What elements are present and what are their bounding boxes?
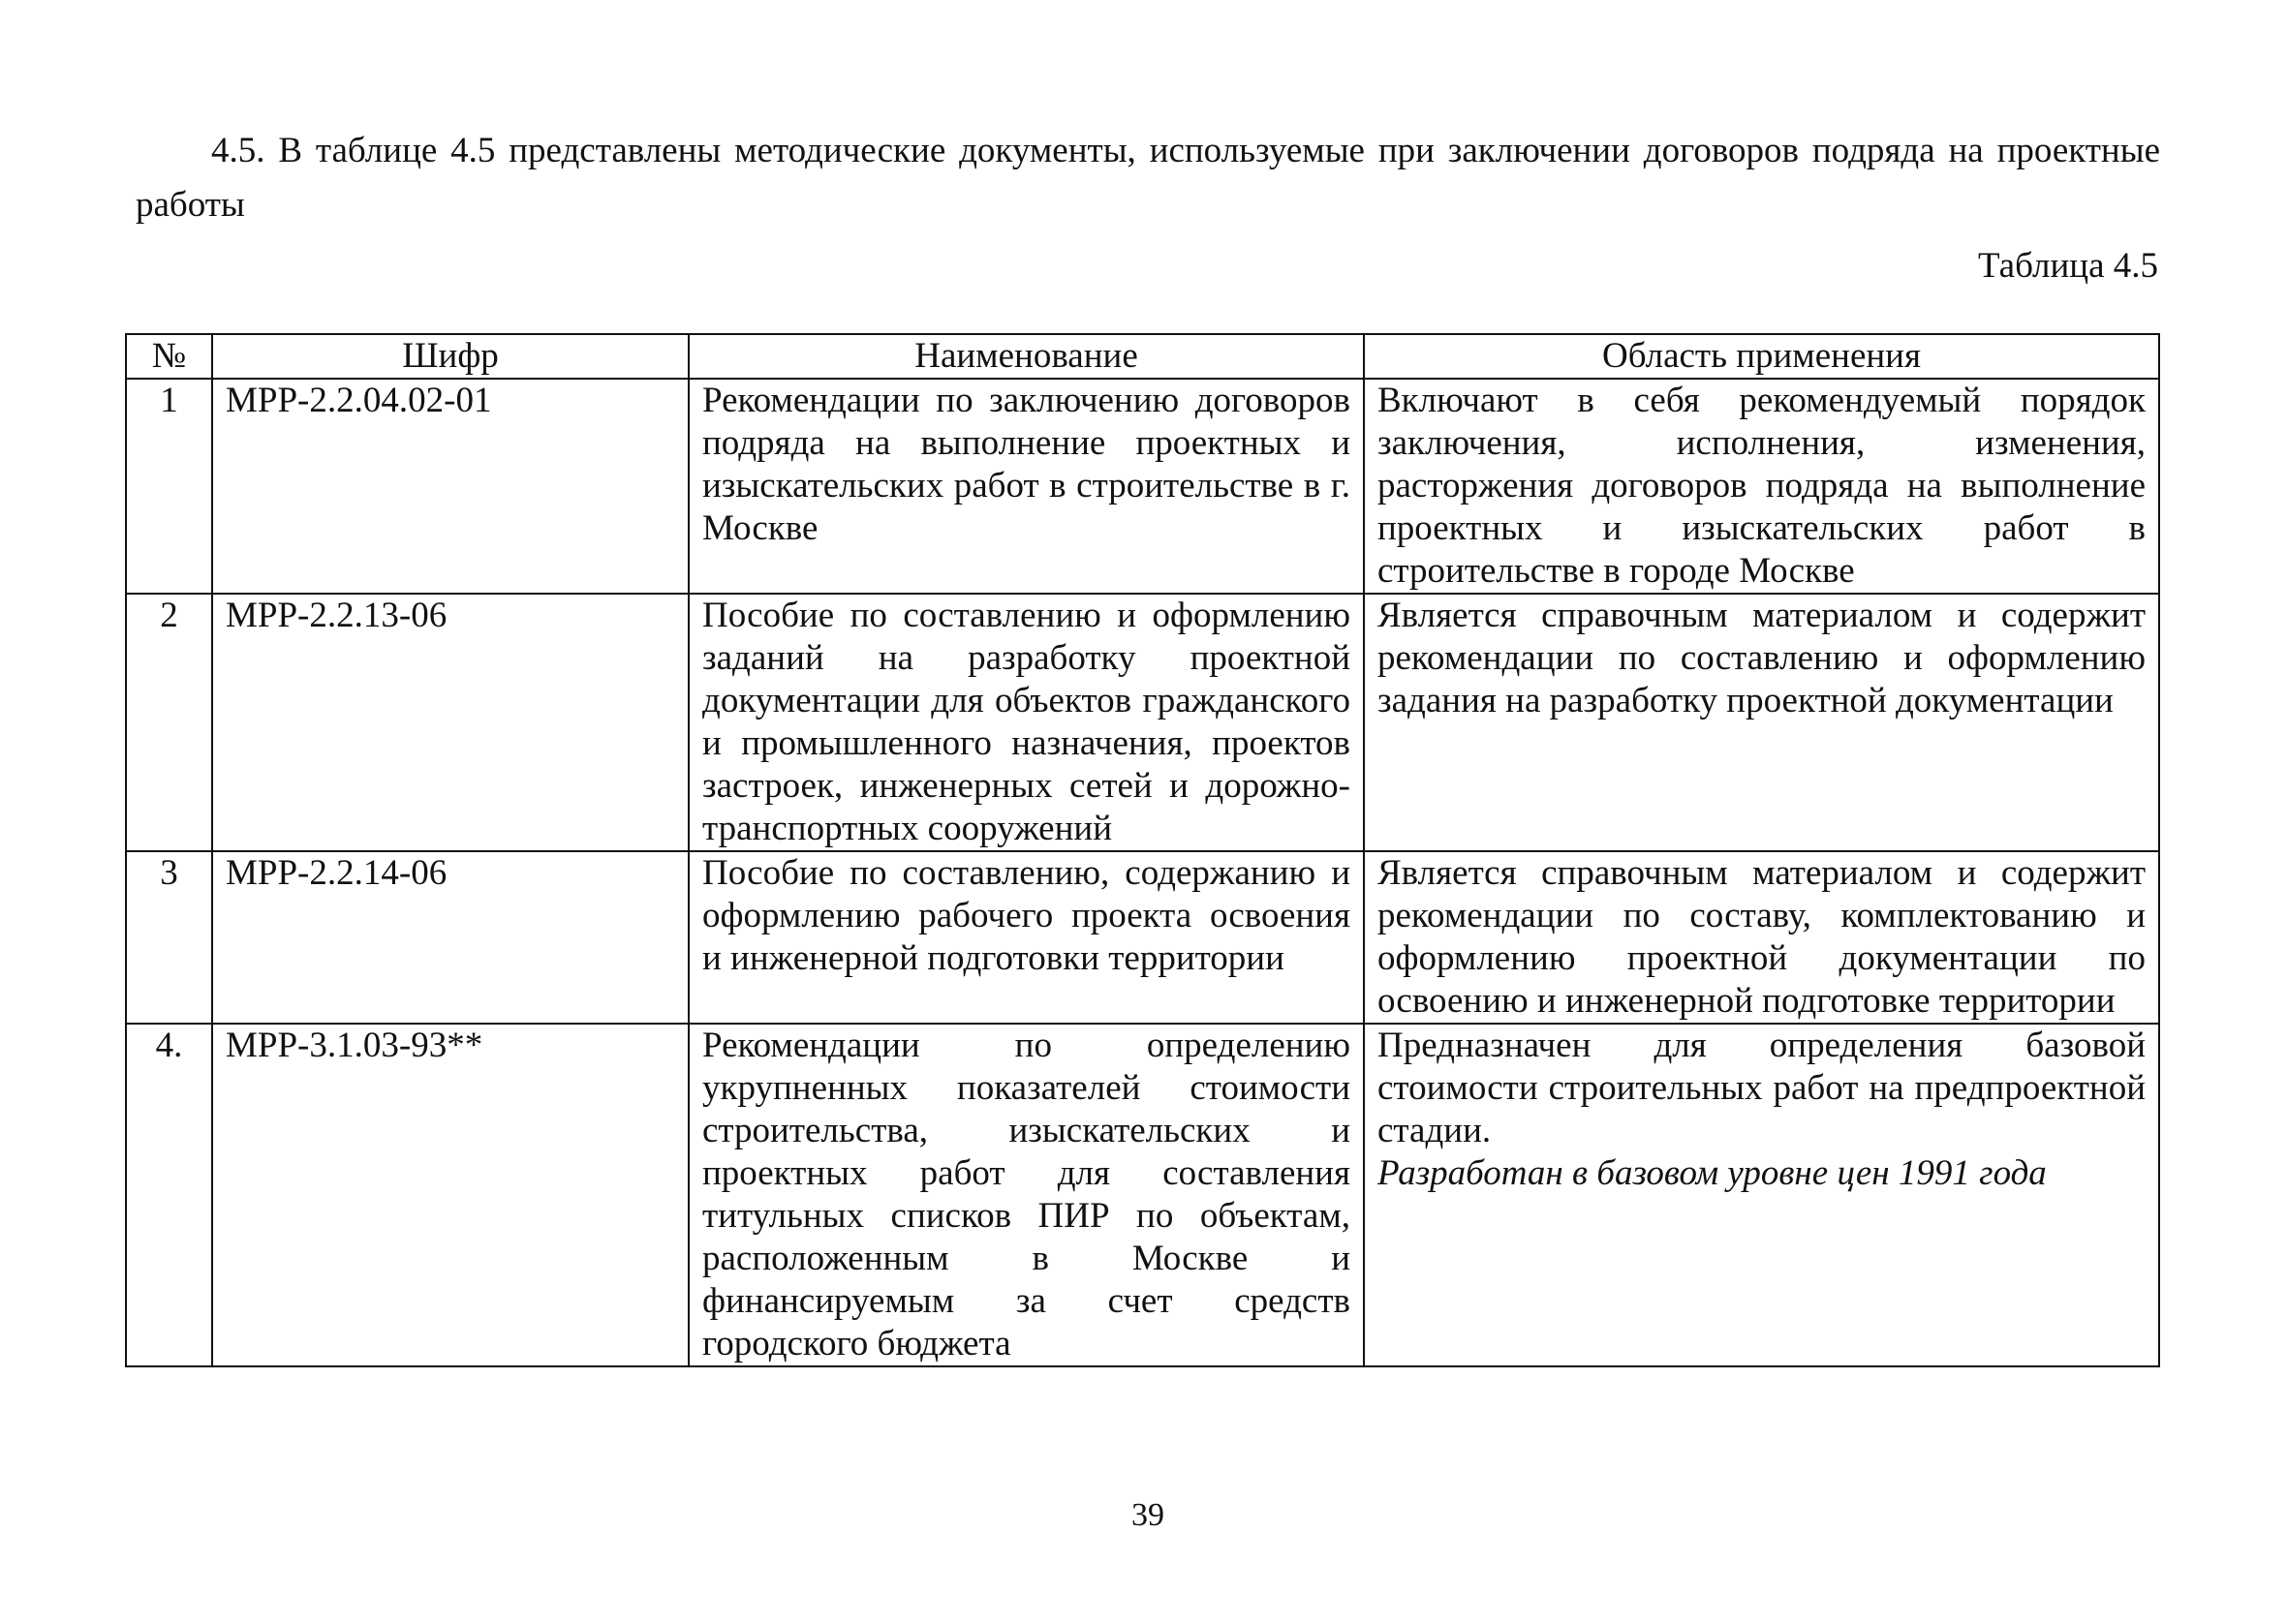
row-number: 4. [126, 1024, 212, 1366]
row-scope: Предназначен для определения базовой стоимости строительных работ на предпроектной стадии. [1377, 1026, 2146, 1150]
table-header-row [126, 334, 2159, 379]
row-number: 1 [126, 379, 212, 594]
row-scope: Является справочным материалом и содержит рекомендации по составлению и оформлению задания на разработку проектной документации [1364, 594, 2159, 851]
row-name: Пособие по составлению и оформлению заданий на разработку проектной документации для объектов гражданского и промышленного назначения, проектов застроек, инженерных сетей и дорожно-транспортных сооружений [689, 594, 1364, 851]
header-code: Шифр [212, 334, 689, 379]
row-scope: Является справочным материалом и содержит рекомендации по составу, комплектованию и оформлению проектной документации по освоению и инженерной подготовке территории [1364, 851, 2159, 1024]
table-row [126, 1024, 2159, 1366]
table-row [126, 851, 2159, 1024]
row-code: МРР-2.2.13-06 [212, 594, 689, 851]
row-scope-cell [1364, 1024, 2159, 1366]
intro-paragraph: 4.5. В таблице 4.5 представлены методические документы, используемые при заключении договоров подряда на проектные работы [136, 131, 2160, 225]
row-name: Рекомендации по заключению договоров подряда на выполнение проектных и изыскательских работ в строительстве в г. Москве [689, 379, 1364, 594]
documents-table [125, 333, 2160, 1367]
row-code: МРР-2.2.14-06 [212, 851, 689, 1024]
row-note: Разработан в базовом уровне цен 1991 года [1377, 1153, 2047, 1193]
table-row [126, 594, 2159, 851]
row-code: МРР-2.2.04.02-01 [212, 379, 689, 594]
row-name: Рекомендации по определению укрупненных показателей стоимости строительства, изыскательских и проектных работ для составления титульных списков ПИР по объектам, расположенным в Москве и финансируемым за счет средств городского бюджета [689, 1024, 1364, 1366]
row-number: 3 [126, 851, 212, 1024]
row-scope: Включают в себя рекомендуемый порядок заключения, исполнения, изменения, расторжения договоров подряда на выполнение проектных и изыскательских работ в строительстве в городе Москве [1364, 379, 2159, 594]
header-number: № [126, 334, 212, 379]
table-row [126, 379, 2159, 594]
header-name: Наименование [689, 334, 1364, 379]
table-caption: Таблица 4.5 [1978, 246, 2158, 286]
row-number: 2 [126, 594, 212, 851]
row-code: МРР-3.1.03-93** [212, 1024, 689, 1366]
header-scope: Область применения [1364, 334, 2159, 379]
row-name: Пособие по составлению, содержанию и оформлению рабочего проекта освоения и инженерной подготовки территории [689, 851, 1364, 1024]
page-number: 39 [1131, 1497, 1164, 1533]
